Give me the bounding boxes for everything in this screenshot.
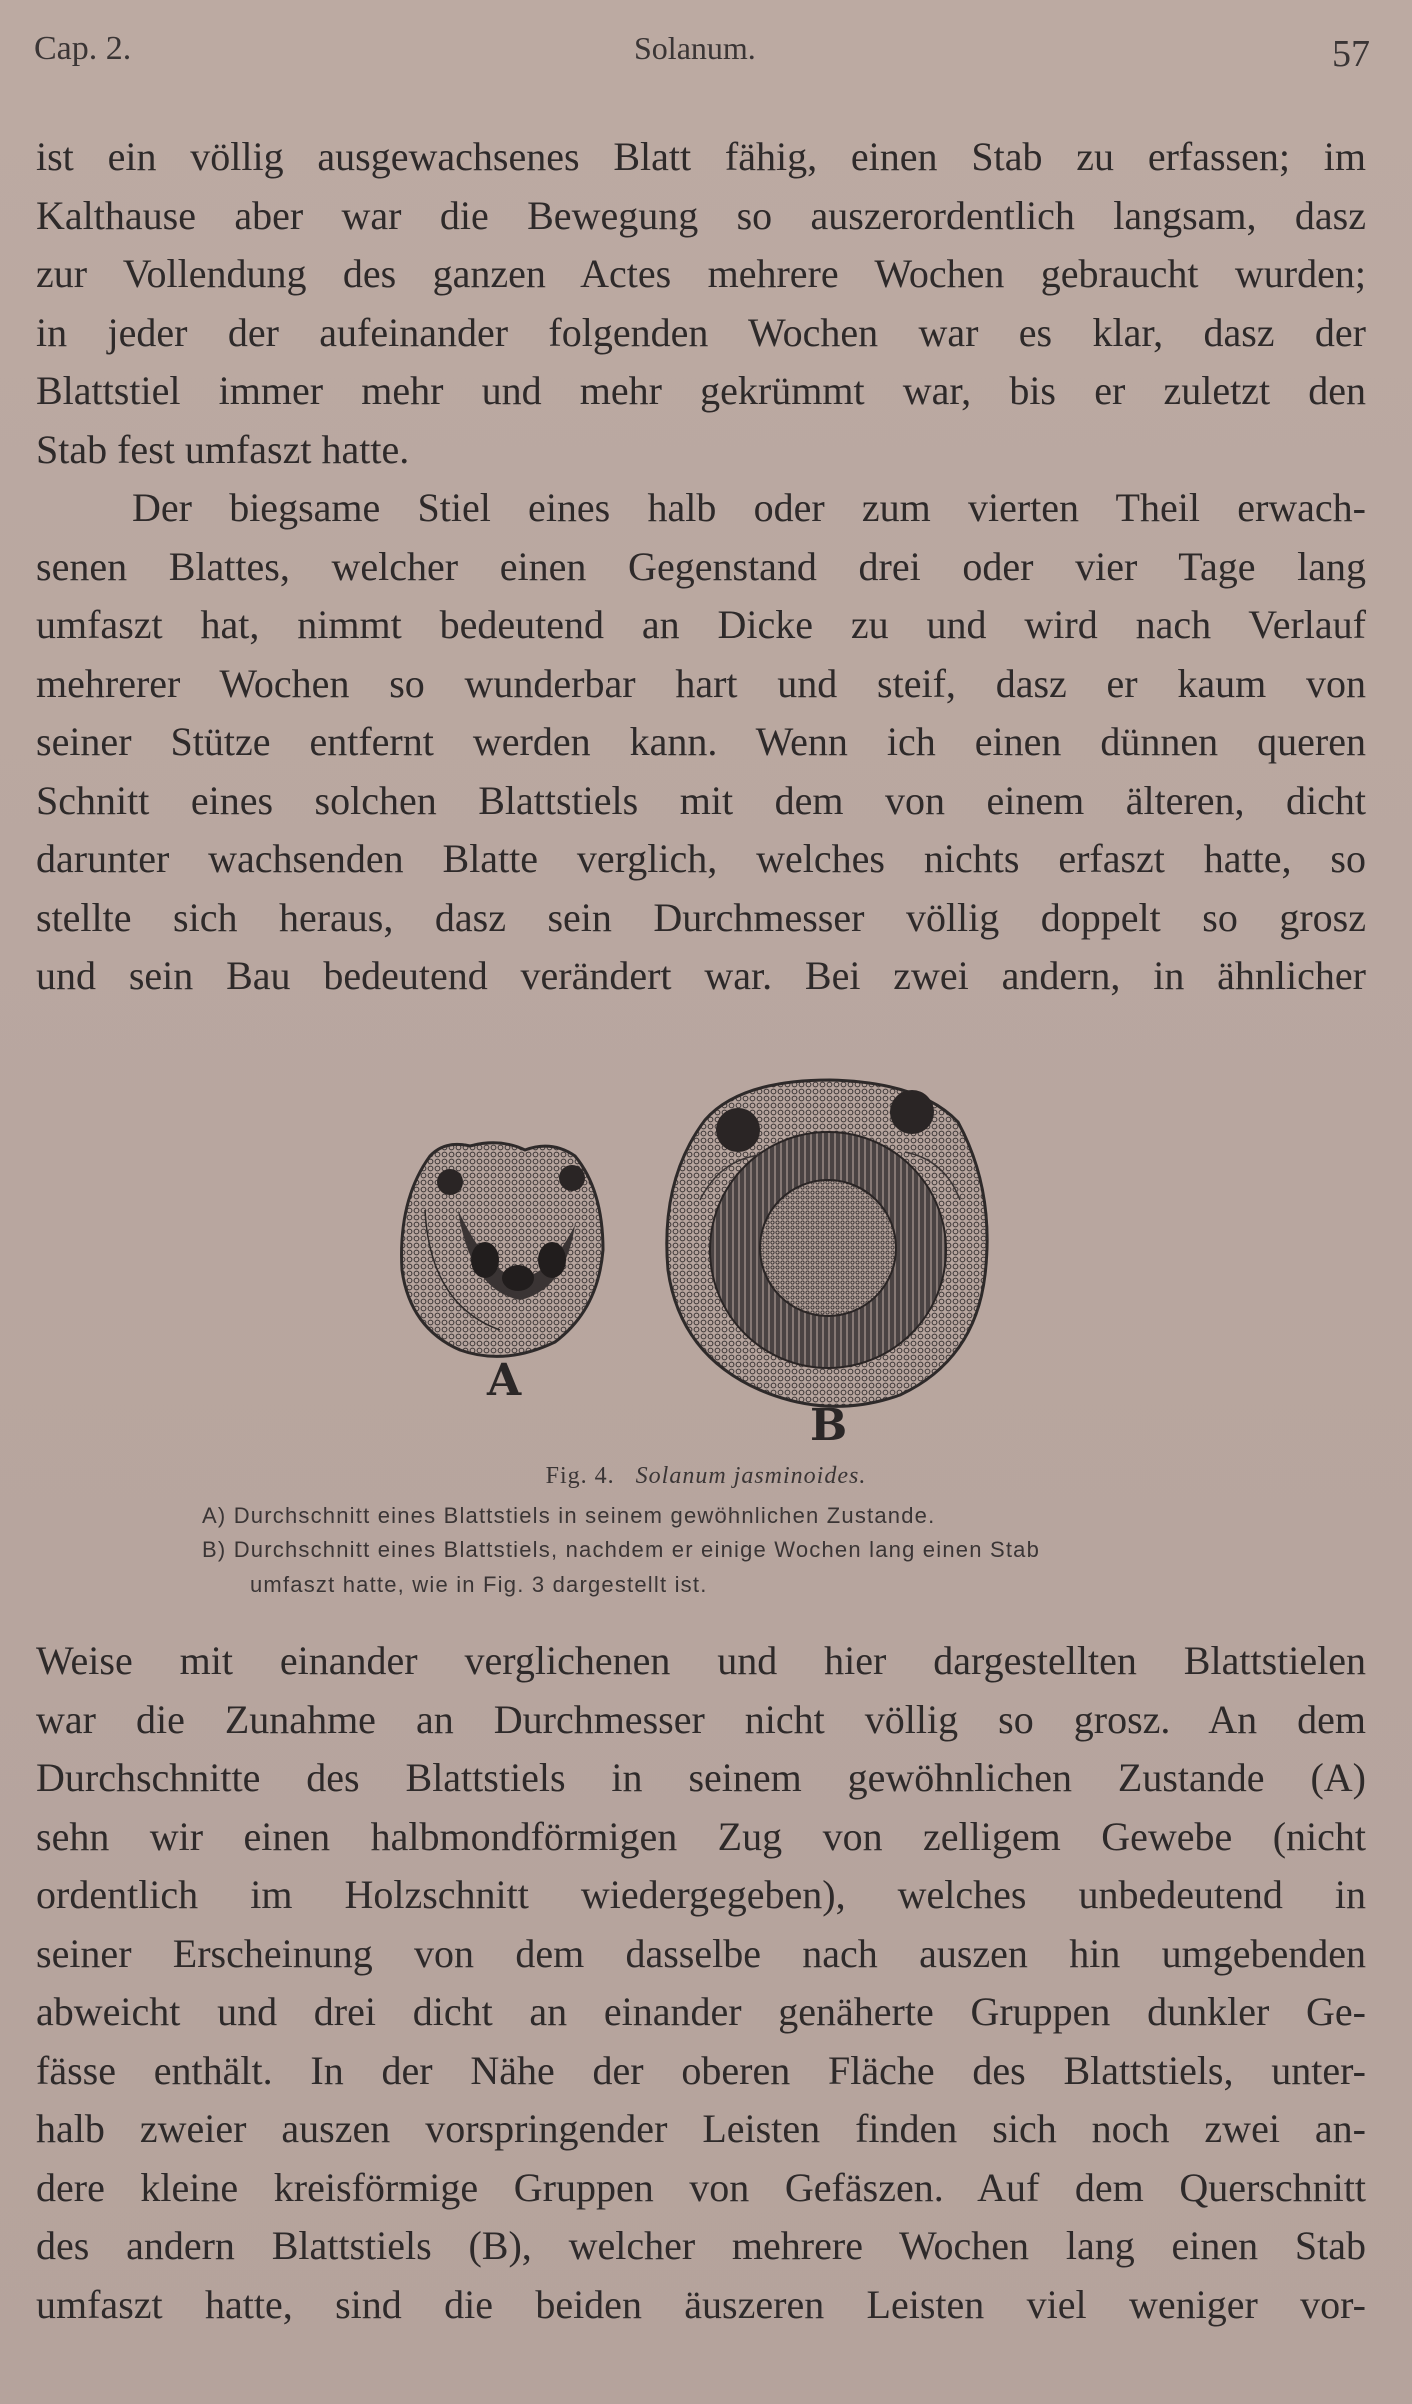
text-line: Durchschnitte des Blattstiels in seinem gewöhnlichen Zustande (A) (36, 1755, 1366, 1800)
text-line: ist ein völlig ausgewachsenes Blatt fähig, einen Stab zu erfassen; im (36, 134, 1366, 179)
text-line: ordentlich im Holzschnitt wiedergegeben), welches unbedeutend in (36, 1872, 1366, 1917)
text-line: Blattstiel immer mehr und mehr gekrümmt war, bis er zuletzt den (36, 368, 1366, 413)
text-line: mehrerer Wochen so wunderbar hart und steif, dasz er kaum von (36, 660, 1366, 706)
figure-caption-a: A) Durchschnitt eines Blattstiels in seinem gewöhnlichen Zustande. (202, 1503, 936, 1528)
text-line: senen Blattes, welcher einen Gegenstand drei oder vier Tage lang (36, 543, 1366, 589)
page-number: 57 (1332, 33, 1370, 75)
paragraph-block-top (36, 128, 1366, 1006)
text-line: Kalthause aber war die Bewegung so auszerordentlich langsam, dasz (36, 192, 1366, 238)
text-line: abweicht und drei dicht an einander genäherte Gruppen dunkler Ge- (36, 1989, 1366, 2034)
text-line: darunter wachsenden Blatte verglich, welches nichts erfaszt hatte, so (36, 836, 1366, 881)
figure-caption-title (0, 1463, 1412, 1490)
text-line: des andern Blattstiels (B), welcher mehrere Wochen lang einen Stab (36, 2223, 1366, 2268)
chapter-label: Cap. 2. (34, 30, 132, 67)
text-line: zur Vollendung des ganzen Actes mehrere Wochen gebraucht wurden; (36, 251, 1366, 296)
figure-illustration (0, 1060, 1412, 1620)
text-line: umfaszt hat, nimmt bedeutend an Dicke zu und wird nach Verlauf (36, 602, 1366, 647)
text-line: seiner Erscheinung von dem dasselbe nach auszen hin umgebenden (36, 1930, 1366, 1976)
text-line: in jeder der aufeinander folgenden Wochen war es klar, dasz der (36, 309, 1366, 355)
text-line: war die Zunahme an Durchmesser nicht völlig so grosz. An dem (36, 1696, 1366, 1742)
text-line: sehn wir einen halbmondförmigen Zug von zelligem Gewebe (nicht (36, 1813, 1366, 1859)
running-head (34, 30, 1370, 80)
text-line: Schnitt eines solchen Blattstiels mit dem von einem älteren, dicht (36, 777, 1366, 823)
text-line: fässe enthält. In der Nähe der oberen Fläche des Blattstiels, unter- (36, 2047, 1366, 2093)
text-line: seiner Stütze entfernt werden kann. Wenn ich einen dünnen queren (36, 719, 1366, 764)
figure-4 (0, 1060, 1412, 1620)
text-line: umfaszt hatte, sind die beiden äuszeren Leisten viel weniger vor- (36, 2281, 1366, 2327)
section-a-drawing (402, 1143, 603, 1357)
text-line: und sein Bau bedeutend verändert war. Bei zwei andern, in ähnlicher (36, 953, 1366, 998)
paragraph-block-bottom (36, 1632, 1366, 2334)
text-line: Der biegsame Stiel eines halb oder zum vierten Theil erwach- (132, 485, 1366, 530)
figure-species: Solanum jasminoides. (635, 1463, 867, 1489)
text-line: Stab fest umfaszt hatte. (36, 426, 410, 472)
text-line: Weise mit einander verglichenen und hier dargestellten Blattstielen (36, 1638, 1366, 1683)
text-line: stellte sich heraus, dasz sein Durchmesser völlig doppelt so grosz (36, 894, 1366, 940)
figure-caption-b: B) Durchschnitt eines Blattstiels, nachdem er einige Wochen lang einen Stab (202, 1537, 1041, 1562)
figure-number: Fig. 4. (545, 1463, 615, 1489)
text-line: halb zweier auszen vorspringender Leisten finden sich noch zwei an- (36, 2106, 1366, 2151)
figure-caption-b-cont: umfaszt hatte, wie in Fig. 3 dargestellt ist. (250, 1572, 708, 1597)
text-line: dere kleine kreisförmige Gruppen von Gefäszen. Auf dem Querschnitt (36, 2164, 1366, 2210)
label-a: A (487, 1355, 522, 1406)
section-b-drawing (667, 1080, 987, 1406)
running-title: Solanum. (634, 30, 756, 66)
label-b: B (810, 1400, 848, 1451)
